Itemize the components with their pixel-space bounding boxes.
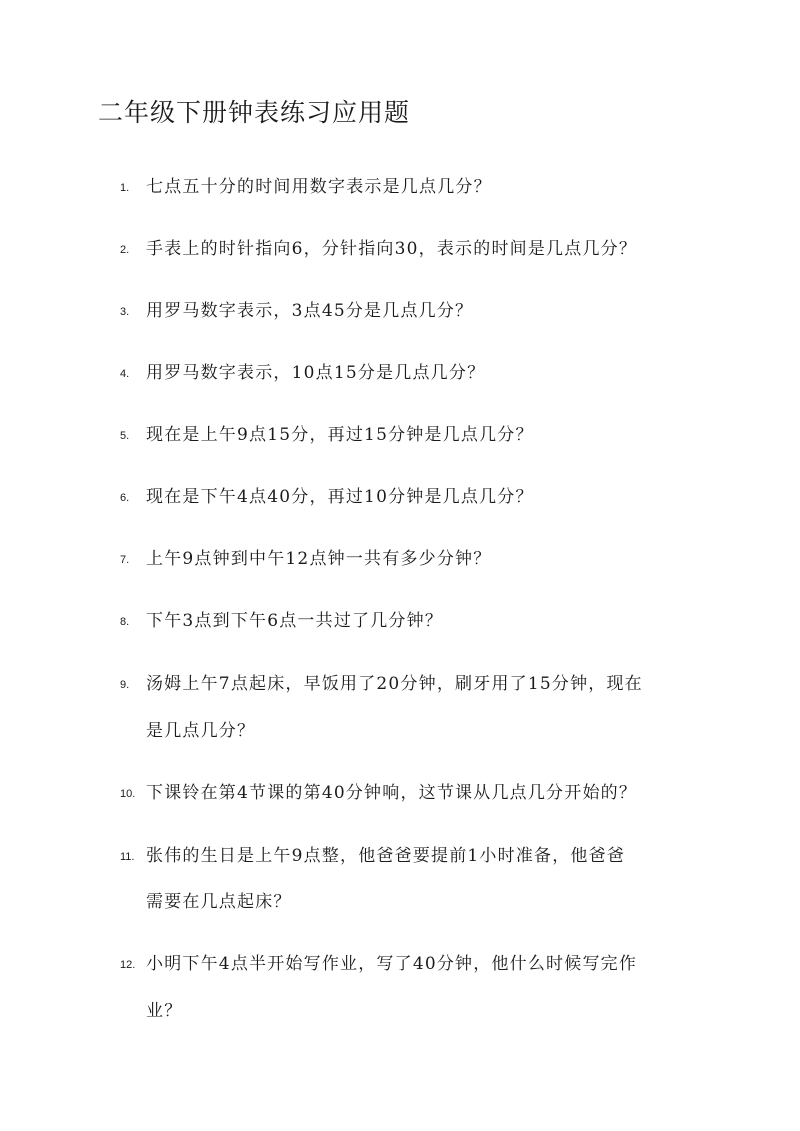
question-text: 小明下午4点半开始写作业，写了40分钟，他什么时候写完作: [146, 954, 638, 974]
question-text: 汤姆上午7点起床，早饭用了20分钟，刷牙用了15分钟，现在: [146, 674, 643, 694]
question-number: 4.: [120, 368, 130, 380]
question-number: 9.: [120, 679, 130, 691]
question-text: 下课铃在第4节课的第40分钟响，这节课从几点几分开始的？: [146, 783, 638, 803]
question-text: 现在是下午4点40分，再过10分钟是几点几分？: [146, 487, 534, 507]
document-title: 二年级下册钟表练习应用题: [98, 98, 411, 127]
question-number: 6.: [120, 492, 130, 504]
question-text: 需要在几点起床？: [146, 892, 292, 912]
question-number: 7.: [120, 554, 130, 566]
question-text: 用罗马数字表示，3点45分是几点几分？: [146, 301, 474, 321]
question-number: 1.: [120, 182, 130, 194]
question-text: 用罗马数字表示，10点15分是几点几分？: [146, 363, 486, 383]
question-text: 七点五十分的时间用数字表示是几点几分？: [146, 177, 492, 197]
question-text: 上午9点钟到中午12点钟一共有多少分钟？: [146, 549, 492, 569]
question-text: 张伟的生日是上午9点整，他爸爸要提前1小时准备，他爸爸: [146, 846, 626, 866]
question-text: 现在是上午9点15分，再过15分钟是几点几分？: [146, 425, 534, 445]
question-number: 11.: [120, 851, 135, 863]
question-number: 10.: [120, 788, 136, 800]
question-number: 2.: [120, 244, 130, 256]
question-text: 是几点几分？: [146, 721, 256, 741]
question-number: 3.: [120, 306, 130, 318]
question-text: 下午3点到下午6点一共过了几分钟？: [146, 611, 444, 631]
question-number: 5.: [120, 430, 130, 442]
question-number: 12.: [120, 959, 136, 971]
question-text: 手表上的时针指向6，分针指向30，表示的时间是几点几分？: [146, 239, 638, 259]
question-number: 8.: [120, 616, 130, 628]
question-text: 业？: [146, 1001, 183, 1021]
